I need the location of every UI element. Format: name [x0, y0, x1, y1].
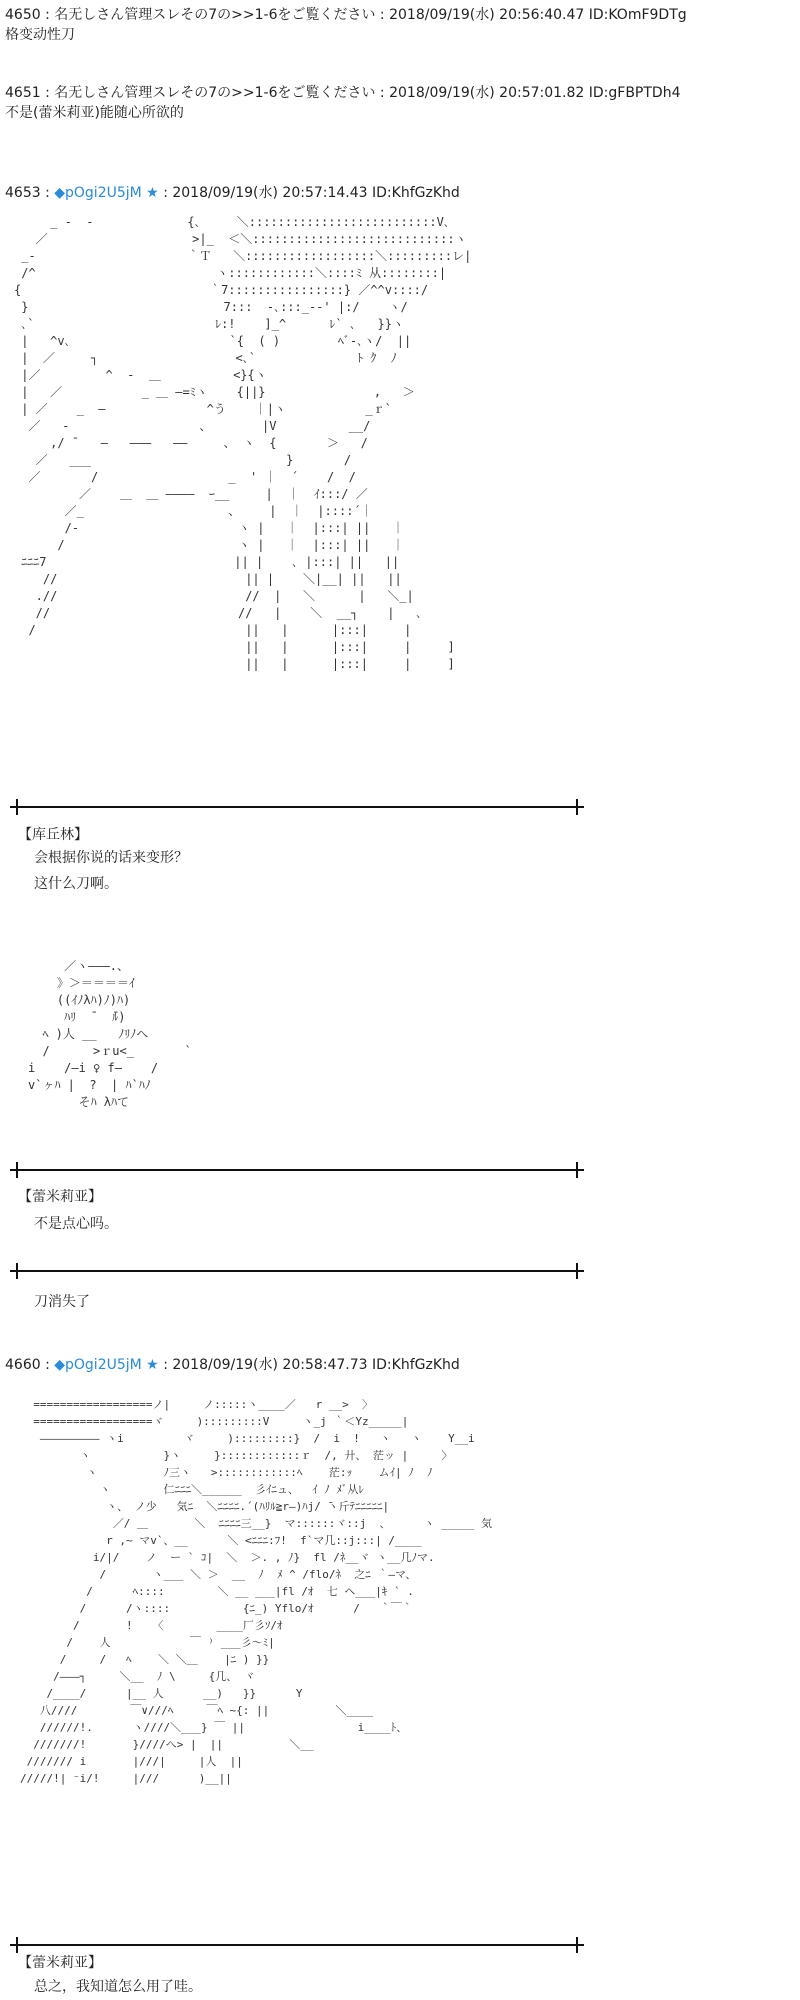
post-number: 4653 :	[5, 185, 50, 201]
post-4651-text: 不是(蕾米莉亚)能随心所欲的	[5, 105, 184, 121]
separator-line	[10, 1162, 584, 1178]
post-4653-header	[5, 184, 460, 202]
dialogue-line: 会根据你说的话来变形？	[34, 850, 188, 866]
separator-line	[10, 799, 584, 815]
separator-line	[10, 1263, 584, 1279]
post-4651-header: 4651 : 名无しさん管理スレその7の>>1-6をご覧ください : 2018/09/19(水) 20:57:01.82 ID:gFBPTDh4	[5, 85, 681, 101]
poster-tripcode[interactable]: ◆pOgi2U5jM ★	[54, 185, 159, 201]
speaker-name: 【蕾米莉亚】	[18, 1189, 102, 1205]
post-4650-header: 4650 : 名无しさん管理スレその7の>>1-6をご覧ください : 2018/09/19(水) 20:56:40.47 ID:KOmF9DTg	[5, 7, 687, 23]
speaker-name: 【库丘林】	[18, 827, 88, 843]
post-meta: : 2018/09/19(水) 20:58:47.73 ID:KhfGzKhd	[163, 1357, 460, 1373]
speaker-name: 【蕾米莉亚】	[18, 1955, 102, 1971]
post-meta: : 2018/09/19(水) 20:57:14.43 ID:KhfGzKhd	[163, 185, 460, 201]
post-number: 4660 :	[5, 1357, 50, 1373]
narration-line: 刀消失了	[34, 1294, 90, 1310]
post-4650-text: 格变动性刀	[5, 27, 75, 43]
separator-line	[10, 1937, 584, 1953]
ascii-art-battle: ==================ノ| ノ:::::ヽ____／ r __> 〉 ==================ヾ ):::::::::V ヽ_j ｀＜Yz_____| ――――――――― ヽi ヾ ):::::::::} / i ! ヽ ヽ Y__i ヽ }ヽ }::::::::::::ｒ /, 廾、 茫ッ | 〉 ヽ ﾉ三ヽ >::::::::::::ﾍ 茫:ｯ ムｲ| ﾉ ﾉ ヽ 仁ﾆﾆﾆ＼______ 彡ｲﾆュ、 ｲ ﾉ ﾒﾞ从ﾚ ヽ、 ノ少 気ﾆ ＼ﾆﾆﾆﾆ.´(ﾊﾘﾙ≧r―)ﾊj/ ̄ヽ斤ﾃﾆﾆﾆﾆﾆ| ／/ ＿ ＼ ﾆﾆﾆﾆ三__} マ::::::ヾ::j 、 ヽ _____ 気 r ,~ マv`、__ ＼ <ﾆﾆﾆ:ﾌ! f`マ几::j:::| /____ i/|/ ノ ー ` ｺ| ＼ ＞. , ﾉ} fl /ﾈ__ヾ ヽ__几ﾉマ. / ヽ___ ＼ ＞ __ ﾉ ﾒ ^ /flo/ﾈ 之ﾆ ｀―マ、 / ﾍ:::: ＼ __ ___|fl /ｵ 七 ヘ___|ｷ ` . / /ヽ:::: {ﾆ_) Yflo/ｵ / ｀￣｀ / ! 〈 ____厂彡ｿ/ｵ / 人 ￣ ⁾ ___彡～ﾐ| / / ﾍ ＼ ＼＿ |ﾆ ) }} /―――┐ ＼__ ﾉ \ {几、 ヾ /____/ |__ 人 __) }} Y 八//// ￣∨///ﾍ ￣ﾍ ~{: || ＼____ //////!. ヽ////＼___} ￣ || i____ﾄ、 ///////! }////へ> | || ＼__ /////// i |///| |人 || /////!| ⁻i/! |/// )__||	[20, 1398, 492, 1785]
ascii-art-remilia: ／ヽ―――.、 》＞＝＝＝＝ｲ ((ｲﾉλﾊ)ﾉ)ﾊ) ﾊﾘ ̄ ̄ﾙ) ﾍ )人 __ ﾉﾘﾉへ / >ｒu<_ ` i /―i ♀ f― / v`ヶﾊ | ? | ﾊ`ﾊﾉ そﾊ λﾊて	[28, 959, 192, 1109]
post-4660-header	[5, 1356, 460, 1374]
ascii-art-cuchulainn: _ - ‐ {､ ＼::::::::::::::::::::::::::V､ ／ >|_ ＜＼::::::::::::::::::::::::::::ヽ _‐ ｀Ｔ ＼::::::::::::::::::＼:::::::::レ| /^ ヽ::::::::::::＼::::ﾐ 从::::::::| { ｀7::::::::::::::::} ／^^v::::/ } 7::: -､:::_-‐' |:/ ヽ/ ､` ﾚ:! ]_^ ﾚ` ､ }}ヽ | ^v､ `{ ( ) ﾍﾞ-､ヽ/ || | ／ ┐ <､` ﾄ ｸ ﾉ |／ ^ ‐ ＿ <}{ヽ | ／ _ ＿ ―=ﾐヽ {||} , ＞ | ／ _ ― ^う ｜|ヽ _ｒ` ／ ‐ 、 |V __/ ,/ ̄ ― ――― ―― 、 ヽ { ＞ / ／ ___ } / ／ / _ ' ｜ ´ / / ／ ＿ ＿ ―――― ｰ__ | ｜ ｲ:::/ ／ ／_ 、 | ｜ |::::´｜ /‐ ヽ | ｜ |:::| || ｜ / ヽ | ｜ |:::| || ｜ ﾆﾆﾆ7 || | ､ |:::| || || // || | ＼|__| || || .// // | ＼ | ＼_| // // | ＼ __┐ | ､ / || | |:::| | || | |:::| | ] || | |:::| | ]	[14, 215, 472, 671]
dialogue-line: 不是点心吗。	[34, 1216, 118, 1232]
poster-tripcode[interactable]: ◆pOgi2U5jM ★	[54, 1357, 159, 1373]
dialogue-line: 总之，我知道怎么用了哇。	[34, 1979, 202, 1995]
dialogue-line: 这什么刀啊。	[34, 876, 118, 892]
